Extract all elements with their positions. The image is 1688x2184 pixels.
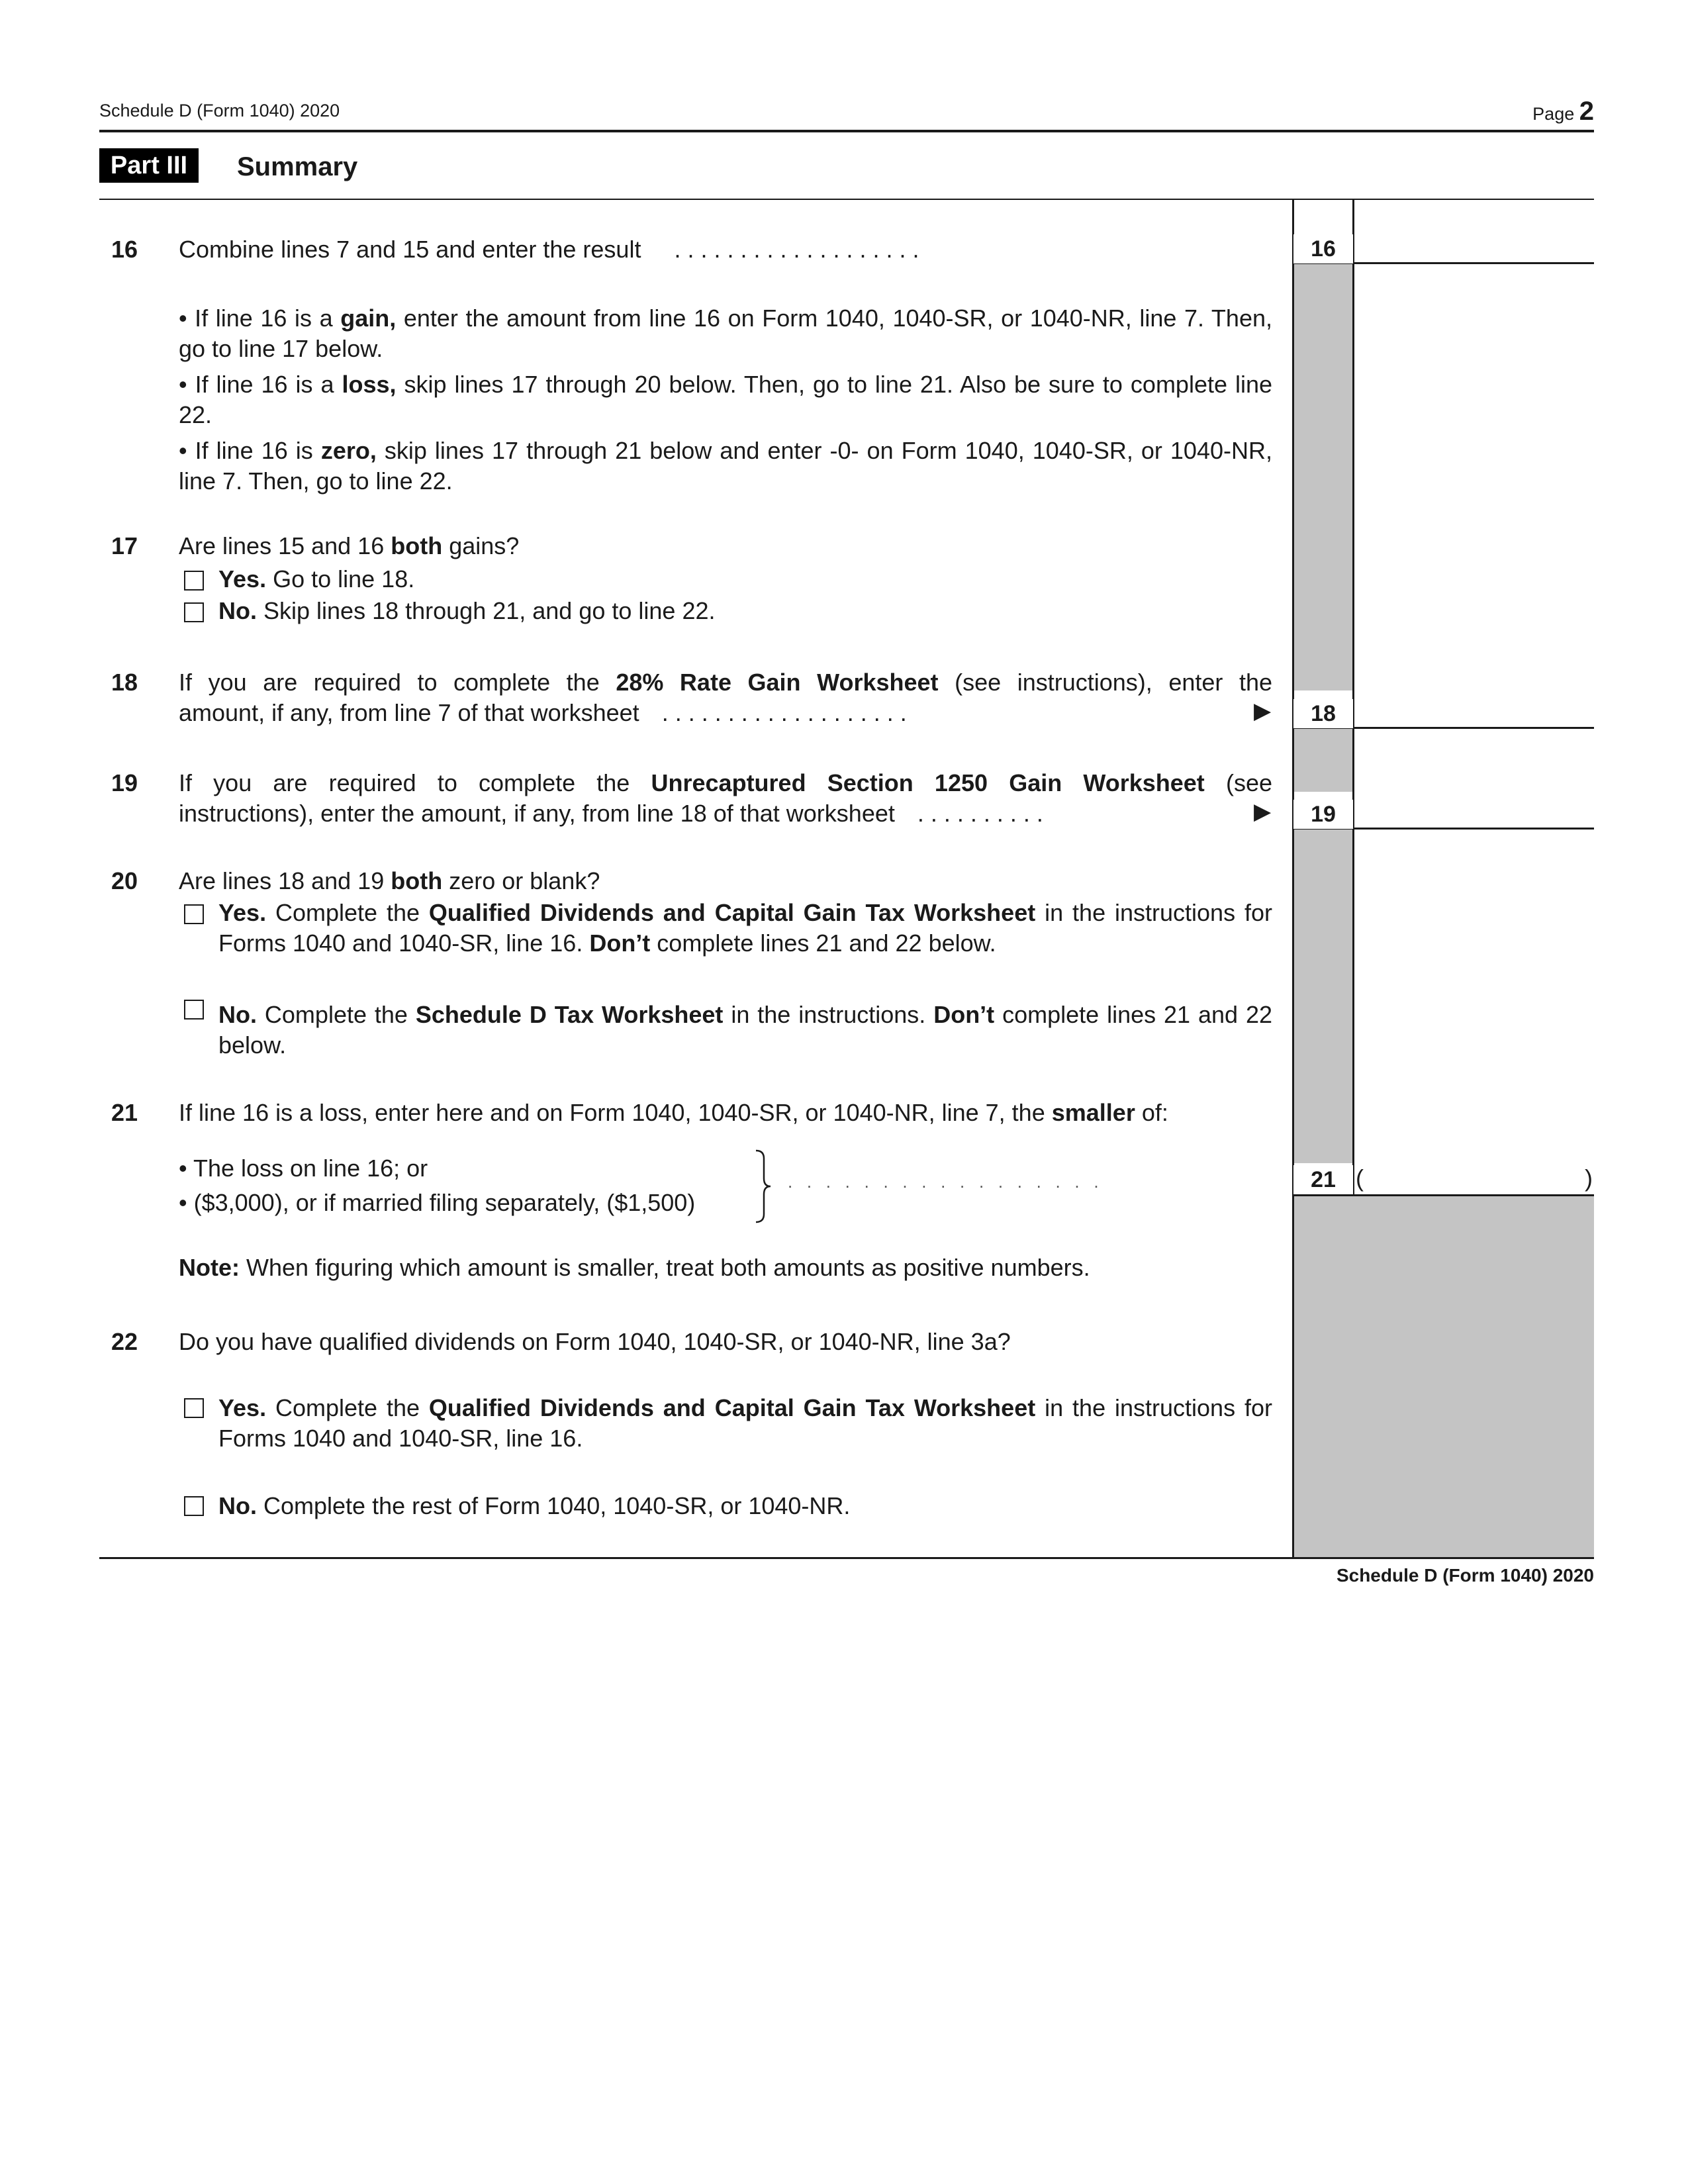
- l20-no-bold3: Don’t: [933, 1001, 995, 1028]
- l19-post: (see: [1204, 769, 1272, 796]
- l22-yes-bold: Yes.: [218, 1394, 267, 1421]
- l20-yes-bold2: Qualified Dividends and Capital Gain Tax Worksheet: [428, 899, 1036, 926]
- l20-yes-bold: Yes.: [218, 899, 267, 926]
- part-title: Summary: [237, 152, 358, 181]
- line-21-paren-close: ): [1585, 1164, 1593, 1192]
- line-19-text-1: [179, 768, 1272, 798]
- line-18-box-label: 18: [1293, 699, 1353, 728]
- l22-no-bold: No.: [218, 1492, 257, 1519]
- l19-line2: instructions), enter the amount, if any, from line 18 of that worksheet: [179, 800, 895, 827]
- bullet-gain-post: enter the amount from line 16 on Form 1040, 1040-SR, or 1040-NR, line 7. Then, go to line 17 below.: [179, 305, 1272, 362]
- line-21-note: [179, 1253, 1090, 1283]
- line-21-number: 21: [111, 1099, 138, 1126]
- l20-q-bold: both: [391, 867, 443, 894]
- line-20-yes-checkbox[interactable]: [184, 904, 204, 924]
- line-16-label: Combine lines 7 and 15 and enter the result: [179, 236, 641, 263]
- l18-post: (see instructions), enter the: [938, 669, 1273, 696]
- line-16-bullet-gain: [179, 303, 1272, 364]
- l20-q-pre: Are lines 18 and 19: [179, 867, 391, 894]
- l20-yes-post: complete lines 21 and 22 below.: [650, 929, 996, 957]
- line-16-bullet-loss: [179, 369, 1272, 430]
- line-21-leader: . . . . . . . . . . . . . . . . .: [788, 1172, 1099, 1192]
- l21-bold: smaller: [1051, 1099, 1135, 1126]
- l17-q-post: gains?: [442, 532, 520, 559]
- l17-no-text: Skip lines 18 through 21, and go to line 22.: [257, 597, 716, 624]
- l19-leader: . . . . . . . . . .: [917, 800, 1043, 827]
- line-17-number: 17: [111, 532, 138, 559]
- line-22-no-label: [218, 1491, 850, 1521]
- line-18-arrow-icon: ▶: [1254, 698, 1272, 724]
- line-22-no-checkbox[interactable]: [184, 1496, 204, 1516]
- l19-pre: If you are required to complete the: [179, 769, 651, 796]
- line-19-amount-field[interactable]: [1354, 729, 1594, 828]
- shade-bottom-block: [1293, 1196, 1594, 1557]
- line-20-question: [179, 866, 600, 896]
- l18-bold: 28% Rate Gain Worksheet: [616, 669, 939, 696]
- line-20-yes-label: [218, 898, 1272, 959]
- part-badge: Part III: [99, 148, 199, 183]
- line-22-number: 22: [111, 1328, 138, 1355]
- line-19-text-2: [179, 798, 1278, 829]
- line-19-box-label: 19: [1293, 800, 1353, 829]
- line-22-yes-checkbox[interactable]: [184, 1398, 204, 1418]
- line-21-amount-field[interactable]: [1354, 1161, 1594, 1194]
- l17-yes-text: Go to line 18.: [266, 565, 415, 593]
- page-label: Page: [1532, 104, 1575, 124]
- l19-bold: Unrecaptured Section 1250 Gain Worksheet: [651, 769, 1205, 796]
- page-number-header: [1532, 97, 1594, 126]
- l17-q-pre: Are lines 15 and 16: [179, 532, 391, 559]
- line-17-yes-checkbox[interactable]: [184, 571, 204, 591]
- col-rule-left: [1292, 200, 1294, 1558]
- line-19-arrow-icon: ▶: [1254, 799, 1272, 824]
- l20-no-mid: in the instructions.: [723, 1001, 934, 1028]
- form-name-header: Schedule D (Form 1040) 2020: [99, 101, 340, 120]
- line-19-number: 19: [111, 769, 138, 796]
- bullet-loss-pre: • If line 16 is a: [179, 371, 342, 398]
- line-18-amount-field[interactable]: [1354, 662, 1594, 727]
- l21-pre: If line 16 is a loss, enter here and on Form 1040, 1040-SR, or 1040-NR, line 7, the: [179, 1099, 1052, 1126]
- l17-no-bold: No.: [218, 597, 257, 624]
- bullet-zero-pre: • If line 16 is: [179, 437, 321, 464]
- footer-form-name: Schedule D (Form 1040) 2020: [1336, 1565, 1594, 1586]
- l21-post: of:: [1135, 1099, 1168, 1126]
- l20-no-pre: Complete the: [257, 1001, 416, 1028]
- l20-yes-mid: in the instructions for Forms 1040 and 1040-SR, line 16.: [218, 899, 1272, 957]
- line-16-amount-field[interactable]: [1354, 200, 1594, 262]
- line-17-question: [179, 531, 519, 561]
- line-22-question: Do you have qualified dividends on Form 1040, 1040-SR, or 1040-NR, line 3a?: [179, 1328, 1011, 1355]
- line-21-option-1: • The loss on line 16; or: [179, 1155, 428, 1182]
- bullet-gain-pre: • If line 16 is a: [179, 305, 341, 332]
- l22-yes-pre: Complete the: [266, 1394, 429, 1421]
- line-16-text: [179, 234, 1278, 265]
- bottom-rule: [99, 1557, 1594, 1559]
- line-22-yes-label: [218, 1393, 1272, 1454]
- l21-note-bold: Note:: [179, 1254, 240, 1281]
- line-18-text-1: [179, 667, 1272, 698]
- l18-line2: amount, if any, from line 7 of that worksheet: [179, 699, 639, 726]
- shade-box-col-16-18: [1293, 263, 1353, 690]
- line-20-no-checkbox[interactable]: [184, 1000, 204, 1020]
- l22-yes-bold2: Qualified Dividends and Capital Gain Tax Worksheet: [428, 1394, 1036, 1421]
- l17-q-bold: both: [391, 532, 443, 559]
- page-number: 2: [1579, 97, 1594, 126]
- header-rule: [99, 130, 1594, 132]
- shade-box-col-18-19: [1293, 728, 1353, 792]
- l20-no-bold2: Schedule D Tax Worksheet: [415, 1001, 724, 1028]
- line-20-no-label: [218, 1000, 1272, 1061]
- line-18-text-2: [179, 698, 1278, 728]
- line-16-leader: . . . . . . . . . . . . . . . . . . .: [674, 236, 919, 263]
- line-21-text: [179, 1098, 1168, 1128]
- l18-pre: If you are required to complete the: [179, 669, 616, 696]
- l22-yes-post: in the instructions for Forms 1040 and 1040-SR, line 16.: [218, 1394, 1272, 1452]
- bullet-gain-bold: gain,: [340, 305, 397, 332]
- l18-leader: . . . . . . . . . . . . . . . . . . .: [661, 699, 907, 726]
- line-16-number: 16: [111, 236, 138, 263]
- line-18-number: 18: [111, 669, 138, 696]
- bullet-loss-bold: loss,: [342, 371, 397, 398]
- l20-no-post: complete lines 21 and 22 below.: [218, 1001, 1272, 1059]
- l20-no-bold: No.: [218, 1001, 257, 1028]
- line-17-yes-label: [218, 564, 414, 594]
- line-21-paren-open: (: [1356, 1164, 1364, 1192]
- line-17-no-label: [218, 596, 716, 626]
- bullet-zero-post: skip lines 17 through 21 below and enter -0- on Form 1040, 1040-SR, or 1040-NR, line 7. Then, go to line 22.: [179, 437, 1272, 495]
- bullet-zero-bold: zero,: [320, 437, 377, 464]
- line-16-bullet-zero: [179, 436, 1272, 497]
- line-17-no-checkbox[interactable]: [184, 602, 204, 622]
- bullet-loss-post: skip lines 17 through 20 below. Then, go to line 21. Also be sure to complete line 22.: [179, 371, 1272, 428]
- shade-box-col-19-21: [1293, 829, 1353, 1163]
- right-brace-icon: [753, 1149, 773, 1223]
- l22-no-text: Complete the rest of Form 1040, 1040-SR, or 1040-NR.: [257, 1492, 851, 1519]
- line-16-box-label: 16: [1293, 234, 1353, 263]
- line-21-option-2: • ($3,000), or if married filing separately, ($1,500): [179, 1189, 696, 1216]
- line-20-number: 20: [111, 867, 138, 894]
- l20-yes-pre: Complete the: [266, 899, 429, 926]
- line-21-box-label: 21: [1293, 1165, 1353, 1194]
- l20-yes-bold3: Don’t: [589, 929, 651, 957]
- l17-yes-bold: Yes.: [218, 565, 267, 593]
- box21-bottom-rule: [1292, 1194, 1594, 1196]
- l20-q-post: zero or blank?: [442, 867, 600, 894]
- l21-note-text: When figuring which amount is smaller, treat both amounts as positive numbers.: [240, 1254, 1090, 1281]
